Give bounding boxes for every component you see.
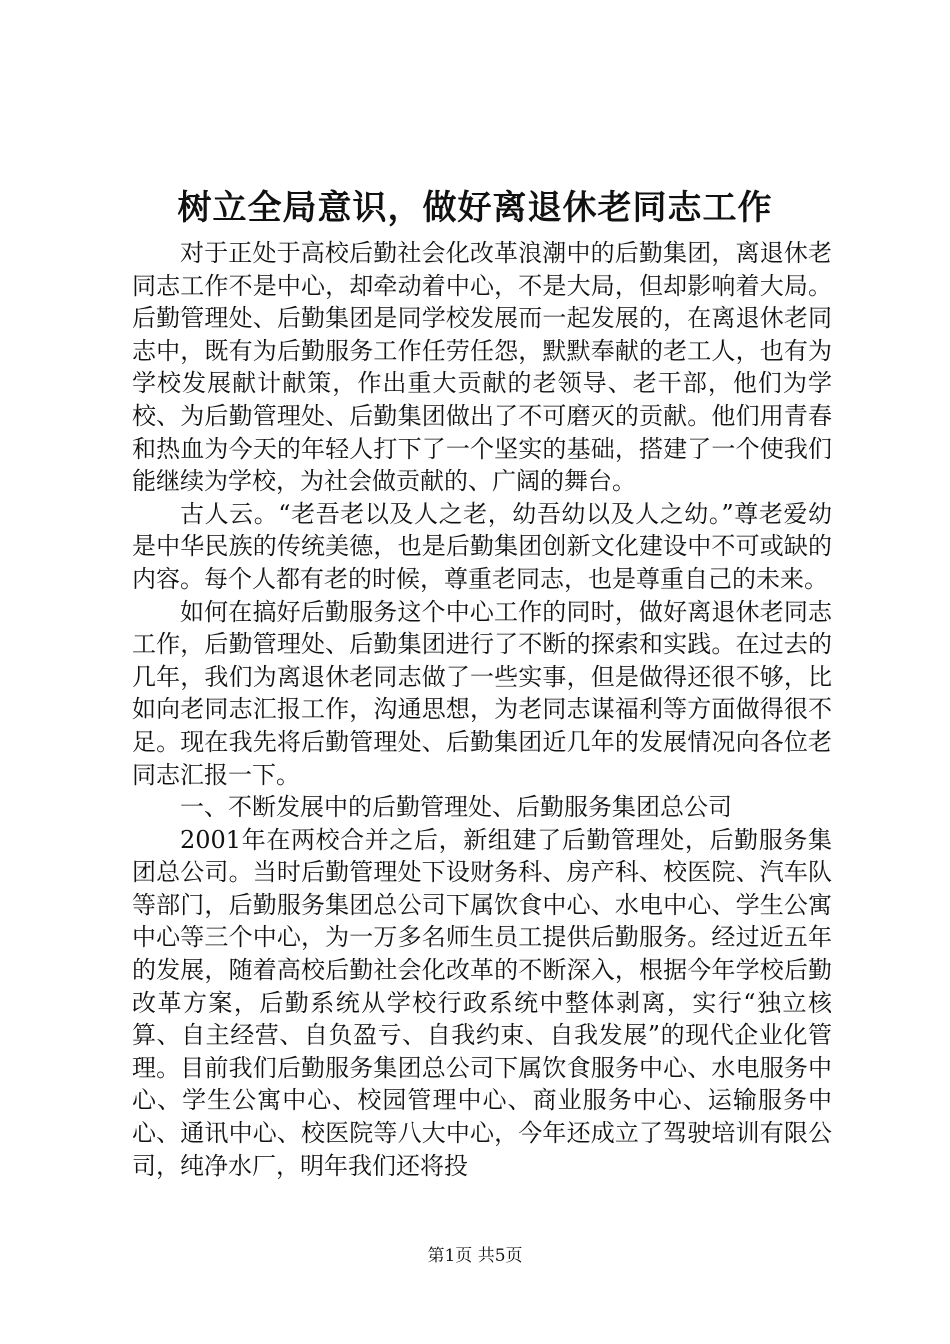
document-body <box>132 237 832 1182</box>
page-title: 树立全局意识，做好离退休老同志工作 <box>177 188 773 228</box>
paragraph: 如何在搞好后勤服务这个中心工作的同时，做好离退休老同志工作，后勤管理处、后勤集团进行了不断的探索和实践。在过去的几年，我们为离退休老同志做了一些实事，但是做得还很不够，比如向老同志汇报工作，沟通思想，为老同志谋福利等方面做得很不足。现在我先将后勤管理处、后勤集团近几年的发展情况向各位老同志汇报一下。 <box>132 597 832 789</box>
page-footer: 第1页 共5页 <box>427 1246 523 1266</box>
paragraph: 2001年在两校合并之后，新组建了后勤管理处，后勤服务集团总公司。当时后勤管理处下设财务科、房产科、校医院、汽车队等部门，后勤服务集团总公司下属饮食中心、水电中心、学生公寓中心等三个中心，为一万多名师生员工提供后勤服务。经过近五年的发展，随着高校后勤社会化改革的不断深入，根据今年学校后勤改革方案，后勤系统从学校行政系统中整体剥离，实行“独立核算、自主经营、自负盈亏、自我约束、自我发展”的现代企业化管理。目前我们后勤服务集团总公司下属饮食服务中心、水电服务中心、学生公寓中心、校园管理中心、商业服务中心、运输服务中心、通讯中心、校医院等八大中心，今年还成立了驾驶培训有限公司，纯净水厂，明年我们还将投 <box>132 825 832 1180</box>
paragraph: 古人云。“老吾老以及人之老，幼吾幼以及人之幼。”尊老爱幼是中华民族的传统美德，也是后勤集团创新文化建设中不可或缺的内容。每个人都有老的时候，尊重老同志，也是尊重自己的未来。 <box>132 499 832 593</box>
paragraph: 对于正处于高校后勤社会化改革浪潮中的后勤集团，离退休老同志工作不是中心，却牵动着中心，不是大局，但却影响着大局。后勤管理处、后勤集团是同学校发展而一起发展的，在离退休老同志中，既有为后勤服务工作任劳任怨，默默奉献的老工人，也有为学校发展献计献策，作出重大贡献的老领导、老干部，他们为学校、为后勤管理处、后勤集团做出了不可磨灭的贡献。他们用青春和热血为今天的年轻人打下了一个坚实的基础，搭建了一个使我们能继续为学校，为社会做贡献的、广阔的舞台。 <box>132 239 832 496</box>
section-heading: 一、不断发展中的后勤管理处、后勤服务集团总公司 <box>180 793 732 822</box>
